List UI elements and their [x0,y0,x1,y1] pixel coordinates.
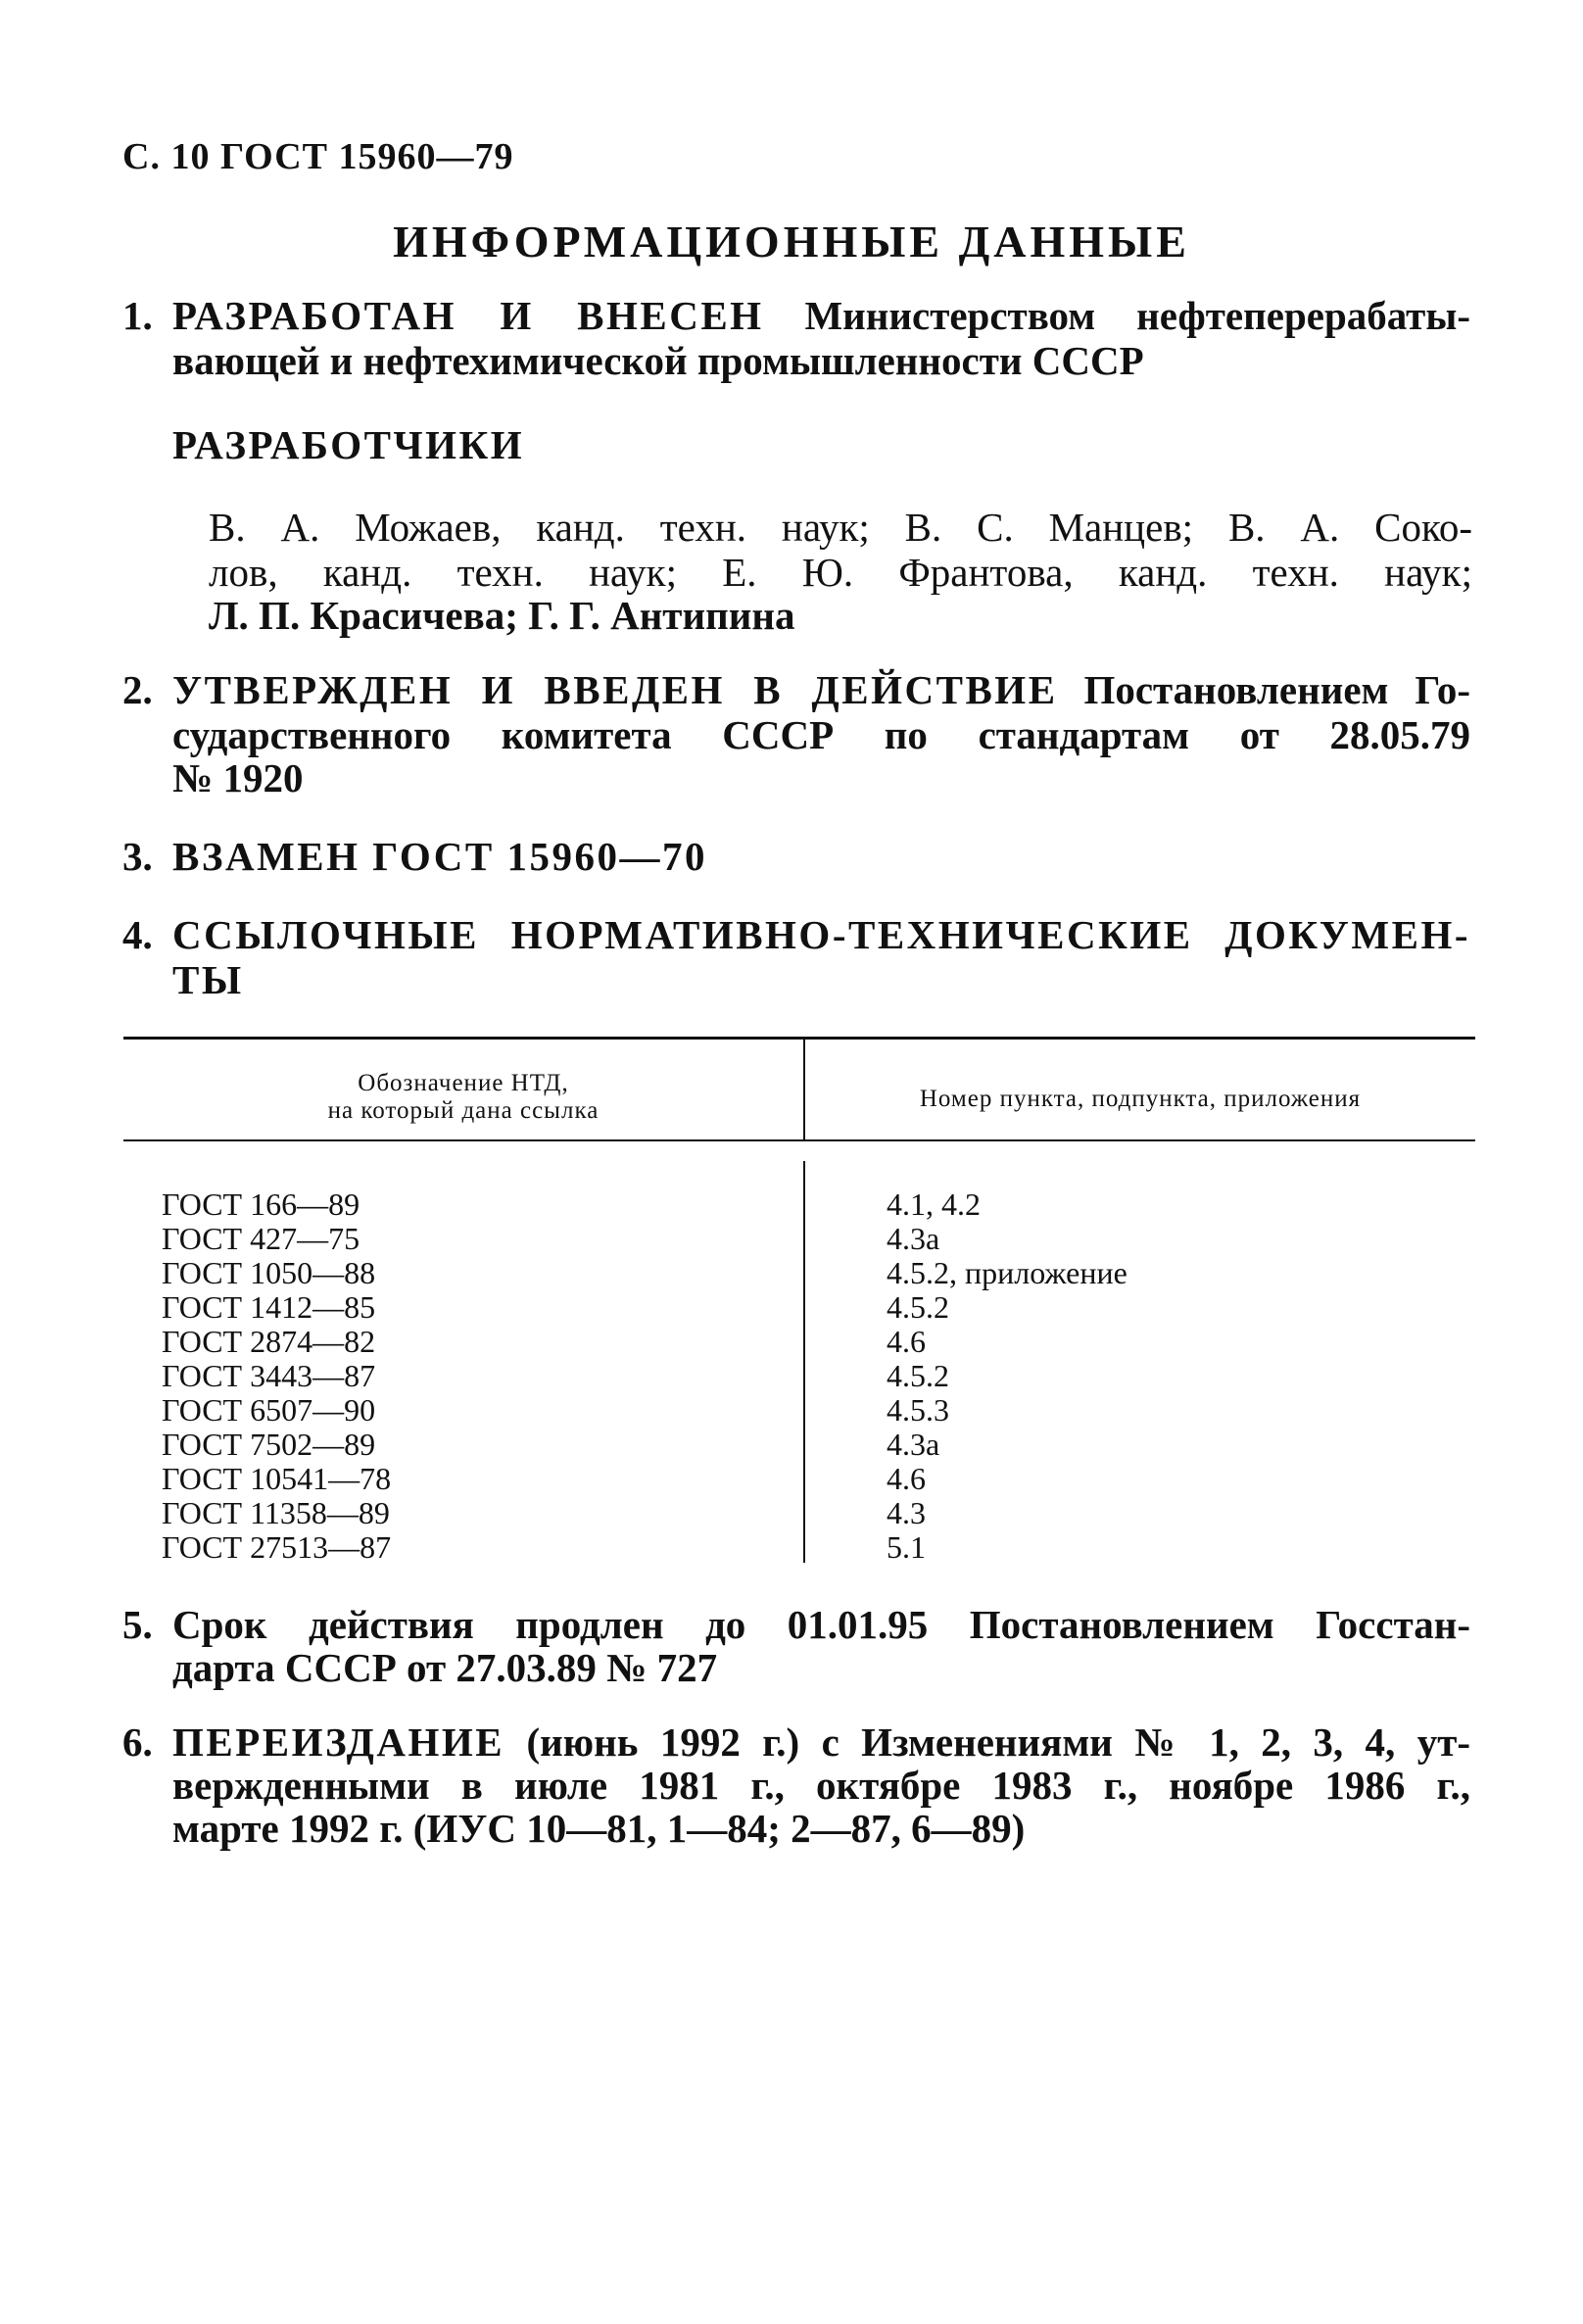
table-cell-ref: 4.1, 4.2 [887,1186,981,1222]
table-cell-ref: 4.3а [887,1427,940,1462]
page-title: ИНФОРМАЦИОННЫЕ ДАННЫЕ [393,217,1190,266]
item-5-number: 5. [122,1602,153,1647]
page-header: С. 10 ГОСТ 15960—79 [122,136,514,177]
table-cell-doc: ГОСТ 27513—87 [162,1529,392,1565]
item-1-line-1: РАЗРАБОТАН И ВНЕСЕН Министерством нефтеперерабаты- [172,293,1470,338]
table-cell-doc: ГОСТ 427—75 [162,1221,360,1256]
table-cell-ref: 4.5.3 [887,1392,949,1428]
item-2-number: 2. [122,667,153,712]
item-4-line-2: ТЫ [172,957,244,1002]
table-body-divider [803,1161,805,1563]
table-col-docs [162,1187,391,1565]
table-cell-ref: 4.3 [887,1495,926,1530]
table-cell-ref: 4.5.2 [887,1358,949,1393]
item-4-line-1: ССЫЛОЧНЫЕ НОРМАТИВНО-ТЕХНИЧЕСКИЕ ДОКУМЕН- [172,912,1470,957]
table-cell-doc: ГОСТ 3443—87 [162,1358,376,1393]
developers-line-3: Л. П. Красичева; Г. Г. Антипина [209,593,795,638]
item-3-text: ВЗАМЕН ГОСТ 15960—70 [172,834,707,879]
table-cell-doc: ГОСТ 1412—85 [162,1289,376,1325]
table-cell-doc: ГОСТ 7502—89 [162,1427,376,1462]
developers-heading: РАЗРАБОТЧИКИ [172,422,525,467]
item-2-line-3: № 1920 [172,755,304,800]
table-cell-ref: 4.3а [887,1221,940,1256]
table-header-rule [123,1139,1475,1141]
item-6-number: 6. [122,1719,153,1765]
table-cell-doc: ГОСТ 2874—82 [162,1324,376,1359]
table-cell-ref: 4.5.2, приложение [887,1255,1127,1290]
table-top-rule [123,1037,1475,1040]
table-header-col-2: Номер пункта, подпункта, приложения [919,1086,1362,1112]
item-3-number: 3. [122,834,153,879]
item-1-line-2: вающей и нефтехимической промышленности СССР [172,338,1144,383]
item-4-number: 4. [122,912,153,957]
developers-line-2: лов, канд. техн. наук; Е. Ю. Франтова, канд. техн. наук; [209,550,1472,595]
table-cell-doc: ГОСТ 6507—90 [162,1392,376,1428]
developers-line-1: В. А. Можаев, канд. техн. наук; В. С. Манцев; В. А. Соко- [209,505,1472,550]
item-6-line-3: марте 1992 г. (ИУС 10—81, 1—84; 2—87, 6—89) [172,1806,1026,1851]
item-1-number: 1. [122,293,153,338]
table-col-refs [887,1187,1127,1565]
item-2-line-2: сударственного комитета СССР по стандартам от 28.05.79 [172,712,1470,757]
table-header-col-1: Обозначение НТД, на который дана ссылка [327,1070,600,1124]
item-5-line-1: Срок действия продлен до 01.01.95 Постановлением Госстан- [172,1602,1470,1647]
table-cell-doc: ГОСТ 10541—78 [162,1461,392,1496]
item-6-line-1: ПЕРЕИЗДАНИЕ (июнь 1992 г.) с Изменениями № 1, 2, 3, 4, ут- [172,1719,1471,1765]
item-6-line-2: вержденными в июле 1981 г., октябре 1983 г., ноябре 1986 г., [172,1763,1470,1808]
table-cell-doc: ГОСТ 166—89 [162,1186,360,1222]
table-cell-ref: 4.5.2 [887,1289,949,1325]
table-cell-ref: 4.6 [887,1324,926,1359]
item-2-line-1: УТВЕРЖДЕН И ВВЕДЕН В ДЕЙСТВИЕ Постановлением Го- [172,667,1470,712]
table-cell-doc: ГОСТ 11358—89 [162,1495,390,1530]
table-cell-doc: ГОСТ 1050—88 [162,1255,376,1290]
item-5-line-2: дарта СССР от 27.03.89 № 727 [172,1645,718,1690]
table-cell-ref: 4.6 [887,1461,926,1496]
table-cell-ref: 5.1 [887,1529,926,1565]
